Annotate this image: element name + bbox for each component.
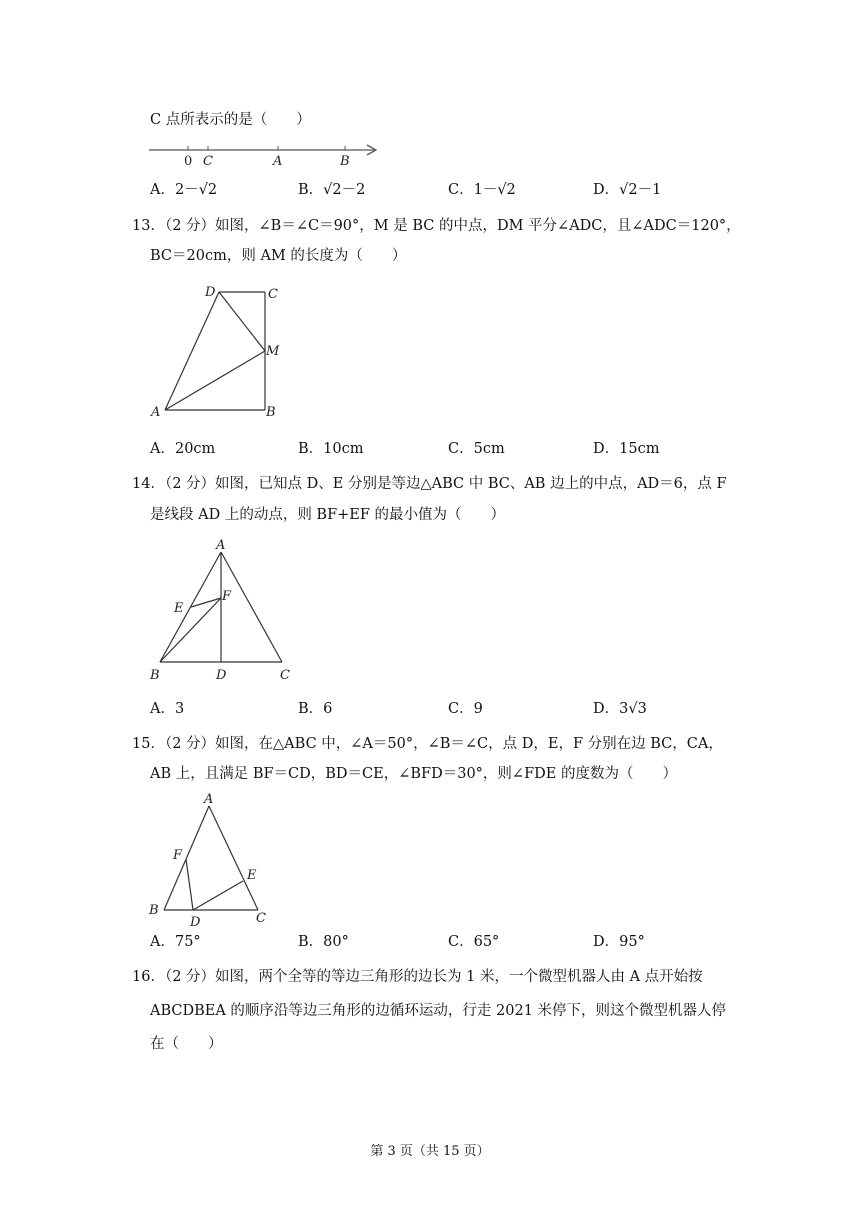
- q15-label-a: A: [204, 792, 214, 807]
- numberline-label-a: A: [273, 154, 283, 169]
- q13-option-a: A．20cm: [150, 441, 216, 457]
- q13-label-a: A: [151, 405, 161, 420]
- q14-option-d: D．3√3: [593, 701, 647, 717]
- q13-option-c: C．5cm: [448, 441, 505, 457]
- q14-stem-line2: 是线段 AD 上的动点，则 BF+EF 的最小值为（ ）: [150, 507, 506, 523]
- q14-option-a: A．3: [150, 701, 185, 717]
- q13-option-d: D．15cm: [593, 441, 660, 457]
- q15-option-a: A．75°: [150, 934, 201, 950]
- q12-option-c: C．1－√2: [448, 182, 516, 198]
- q14-option-b: B．6: [298, 701, 333, 717]
- numberline-label-b: B: [340, 154, 350, 169]
- numberline-label-c: C: [203, 154, 213, 169]
- q16-stem-line1: 16．（2 分）如图，两个全等的等边三角形的边长为 1 米，一个微型机器人由 A 点开始按: [132, 969, 703, 985]
- q13-stem-line1: 13．（2 分）如图，∠B＝∠C＝90°，M 是 BC 的中点，DM 平分∠ADC，且∠ADC＝120°，: [132, 218, 741, 234]
- q12-number-line: [146, 140, 386, 170]
- q14-label-f: F: [222, 589, 232, 604]
- q15-label-b: B: [149, 903, 159, 918]
- q12-option-d: D．√2－1: [593, 182, 662, 198]
- q13-label-d: D: [205, 285, 216, 300]
- q14-label-c: C: [280, 668, 290, 683]
- numberline-label-0: 0: [184, 154, 193, 169]
- q13-figure: [146, 282, 296, 422]
- q15-option-b: B．80°: [298, 934, 349, 950]
- q14-option-c: C．9: [448, 701, 483, 717]
- q15-label-f: F: [173, 848, 183, 863]
- q15-label-d: D: [190, 915, 201, 930]
- page-footer: 第 3 页（共 15 页）: [370, 1144, 490, 1159]
- q14-label-d: D: [216, 668, 227, 683]
- q13-label-b: B: [266, 405, 276, 420]
- q13-label-m: M: [266, 344, 280, 359]
- q15-stem-line1: 15．（2 分）如图，在△ABC 中，∠A＝50°，∠B＝∠C，点 D，E，F 分别在边 BC，CA，: [132, 736, 723, 752]
- q15-option-c: C．65°: [448, 934, 500, 950]
- q15-label-e: E: [247, 868, 257, 883]
- q14-label-b: B: [150, 668, 160, 683]
- q15-figure: [146, 792, 286, 932]
- q13-stem-line2: BC＝20cm，则 AM 的长度为（ ）: [150, 248, 407, 264]
- q15-label-c: C: [256, 911, 266, 926]
- q16-stem-line2: ABCDBEA 的顺序沿等边三角形的边循环运动，行走 2021 米停下，则这个微型机器人停: [150, 1003, 727, 1019]
- q14-label-e: E: [174, 601, 184, 616]
- q14-figure: [146, 536, 306, 686]
- q13-label-c: C: [268, 287, 278, 302]
- q12-option-a: A．2－√2: [150, 182, 218, 198]
- q15-stem-line2: AB 上，且满足 BF＝CD，BD＝CE，∠BFD＝30°，则∠FDE 的度数为（ ）: [150, 766, 677, 782]
- q14-stem-line1: 14．（2 分）如图，已知点 D、E 分别是等边△ABC 中 BC、AB 边上的中点，AD＝6，点 F: [132, 476, 727, 492]
- q13-option-b: B．10cm: [298, 441, 364, 457]
- q14-label-a: A: [216, 538, 226, 553]
- q15-option-d: D．95°: [593, 934, 645, 950]
- q12-stem-tail: C 点所表示的是（ ）: [150, 112, 311, 128]
- q12-option-b: B．√2－2: [298, 182, 366, 198]
- q16-stem-line3: 在（ ）: [150, 1036, 223, 1052]
